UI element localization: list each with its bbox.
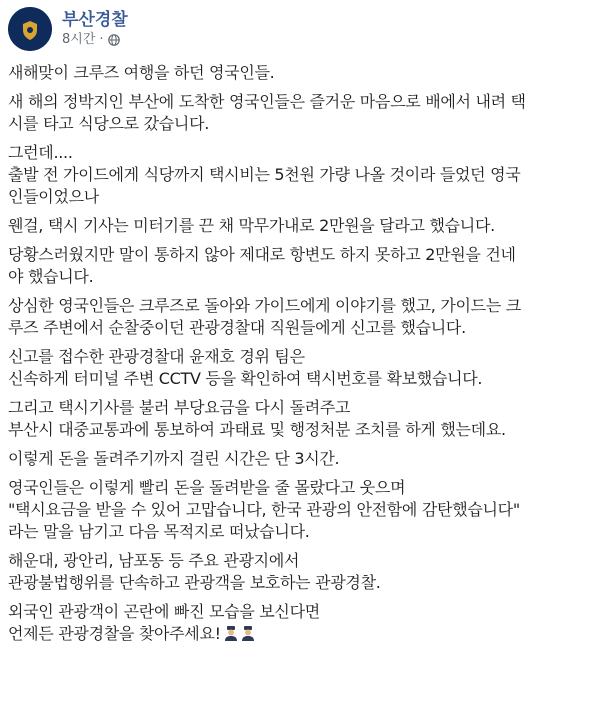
globe-icon[interactable] bbox=[108, 34, 120, 46]
police-officer-emoji bbox=[224, 625, 238, 641]
post-paragraph-last bbox=[8, 601, 608, 645]
post-paragraph: 그런데.... 출발 전 가이드에게 식당까지 택시비는 5천원 가량 나올 것이라 들었던 영국 인들이었으나 bbox=[8, 143, 521, 206]
police-officer-emoji bbox=[241, 625, 255, 641]
post-line: 외국인 관광객이 곤란에 빠진 모습을 보신다면 bbox=[8, 602, 320, 621]
post-paragraph: 웬걸, 택시 기사는 미터기를 끈 채 막무가내로 2만원을 달라고 했습니다. bbox=[8, 216, 495, 235]
post-paragraph: 새해맞이 크루즈 여행을 하던 영국인들. bbox=[8, 63, 275, 82]
post-body bbox=[8, 62, 608, 652]
post-paragraph: 그리고 택시기사를 불러 부당요금을 다시 돌려주고 부산시 대중교통과에 통보하여 과태료 및 행정처분 조치를 하게 했는데요. bbox=[8, 398, 506, 439]
post-paragraph: 새 해의 정박지인 부산에 도착한 영국인들은 즐거운 마음으로 배에서 내려 택 시를 타고 식당으로 갔습니다. bbox=[8, 92, 526, 133]
post-paragraph: 이렇게 돈을 돌려주기까지 걸린 시간은 단 3시간. bbox=[8, 449, 340, 468]
post-paragraph: 해운대, 광안리, 남포동 등 주요 관광지에서 관광불법행위를 단속하고 관광객을 보호하는 관광경찰. bbox=[8, 551, 381, 592]
post-header bbox=[8, 4, 128, 54]
post-paragraph: 당황스러웠지만 말이 통하지 않아 제대로 항변도 하지 못하고 2만원을 건네 야 했습니다. bbox=[8, 245, 516, 286]
avatar[interactable] bbox=[8, 7, 52, 51]
page-name[interactable]: 부산경찰 bbox=[62, 10, 128, 30]
separator-dot: · bbox=[99, 32, 104, 47]
police-badge-icon bbox=[8, 7, 52, 51]
post-paragraph: 신고를 접수한 관광경찰대 윤재호 경위 팀은 신속하게 터미널 주변 CCTV 등을 확인하여 택시번호를 확보했습니다. bbox=[8, 347, 483, 388]
post-timestamp[interactable]: 8시간 bbox=[62, 32, 96, 47]
post-paragraph: 영국인들은 이렇게 빨리 돈을 돌려받을 줄 몰랐다고 웃으며 "택시요금을 받을 수 있어 고맙습니다, 한국 관광의 안전함에 감탄했습니다" 라는 말을 남기고 다음 목적지로 떠났습니다. bbox=[8, 478, 520, 541]
post-paragraph: 상심한 영국인들은 크루즈로 돌아와 가이드에게 이야기를 했고, 가이드는 크 루즈 주변에서 순찰중이던 관광경찰대 직원들에게 신고를 했습니다. bbox=[8, 296, 521, 337]
post-line: 언제든 관광경찰을 찾아주세요! bbox=[8, 624, 221, 643]
